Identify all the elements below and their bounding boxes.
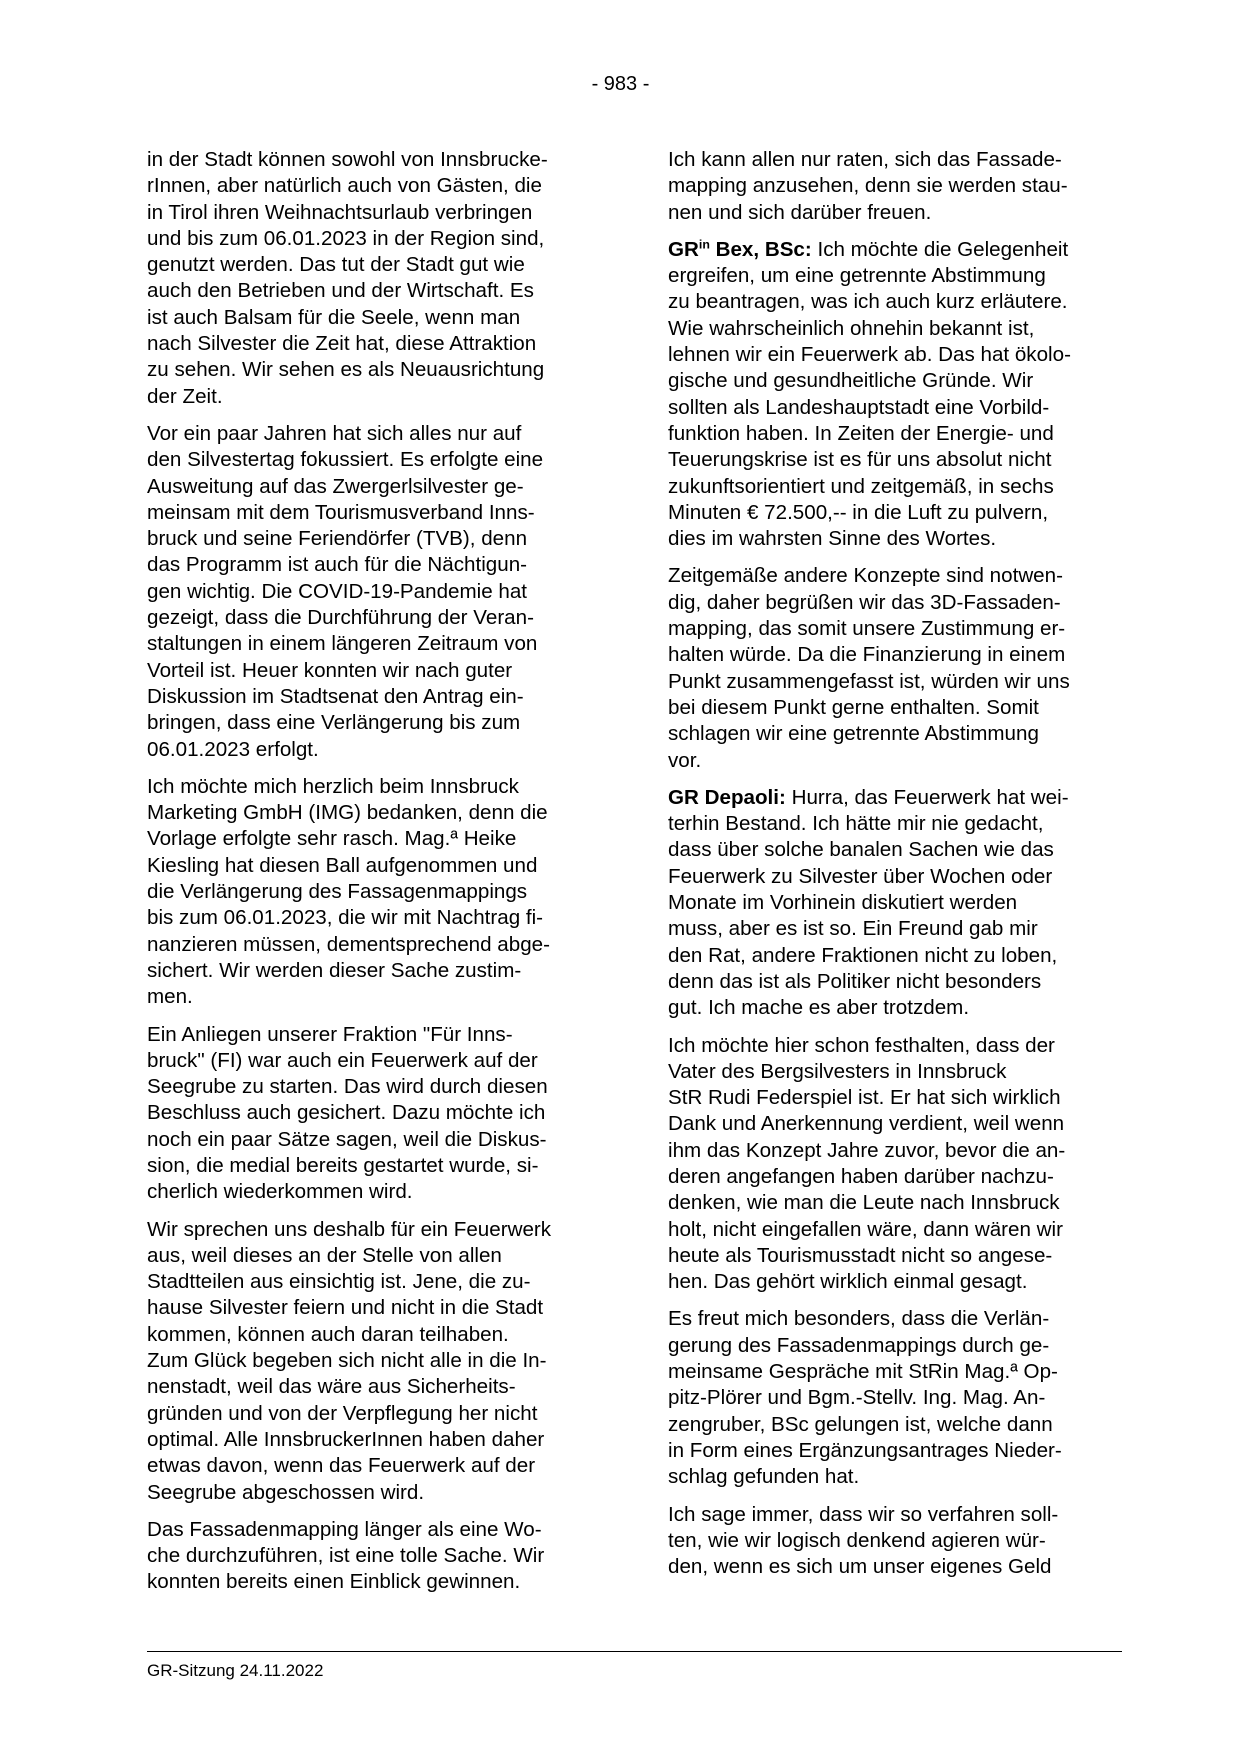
footer-divider — [147, 1651, 1122, 1652]
paragraph: Vor ein paar Jahren hat sich alles nur auf den Silvestertag fokussiert. Es erfolgte eine Ausweitung auf das Zwergerlsilvester ge- meinsam mit dem Tourismusverband Inns- bruck und seine Feriendörfer (TVB), denn das Programm ist auch für die Nächtigun- gen wichtig. Die COVID-19-Pandemie hat gezeigt, dass die Durchführung der Veran- staltungen in einem längeren Zeitraum von Vorteil ist. Heuer konnten wir nach guter Diskussion im Stadtsenat den Antrag ein- bringen, dass eine Verlängerung bis zum 06.01.2023 erfolgt. — [147, 421, 544, 761]
page-number: - 983 - — [591, 73, 650, 95]
paragraph: $GR^{in}$ Bex, BSc: Ich möchte die Gelegenheit ergreifen, um eine getrennte Abstimmung zu beantragen, was ich auch kurz erläutere. Wie wahrscheinlich ohnehin bekannt ist, lehnen wir ein Feuerwerk ab. Das hat ökolo- gische und gesundheitliche Gründe. Wir sollten als Landeshauptstadt eine Vorbild- funktion haben. In Zeiten der Energie- und Teuerungskrise ist es für uns absolut nicht zukunftsorientiert und zeitgemäß, in sechs Minuten € 72.500,-- in die Luft zu pulvern, dies im wahrsten Sinne des Wortes. — [668, 237, 1071, 551]
speaker-name: GR Depaoli: — [668, 785, 786, 809]
paragraph: Ich sage immer, dass wir so verfahren soll- ten, wie wir logisch denkend agieren wür- den, wenn es sich um unser eigenes Geld — [668, 1502, 1059, 1579]
paragraph: GR Depaoli: Hurra, das Feuerwerk hat wei- terhin Bestand. Ich hätte mir nie gedacht, dass über solche banalen Sachen wie das Feuerwerk zu Silvester über Wochen oder Monate im Vorhinein diskutiert werden muss, aber es ist so. Ein Freund gab mir den Rat, andere Fraktionen nicht zu loben, denn das ist als Politiker nicht besonders gut. Ich mache es aber trotzdem. — [668, 785, 1069, 1020]
paragraph: Das Fassadenmapping länger als eine Wo- che durchzuführen, ist eine tolle Sache. Wir konnten bereits einen Einblick gewinnen. — [147, 1517, 545, 1594]
paragraph: Ich möchte hier schon festhalten, dass der Vater des Bergsilvesters in Innsbruck StR Rudi Federspiel ist. Er hat sich wirklich Dank und Anerkennung verdient, weil wenn ihm das Konzept Jahre zuvor, bevor die an- deren angefangen haben darüber nachzu- denken, wie man die Leute nach Innsbruck holt, nicht eingefallen wäre, dann wären wir heute als Tourismusstadt nicht so angese- hen. Das gehört wirklich einmal gesagt. — [668, 1033, 1066, 1294]
left-column — [147, 147, 602, 1607]
paragraph: Ein Anliegen unserer Fraktion "Für Inns- bruck" (FI) war auch ein Feuerwerk auf der Seegrube zu starten. Das wird durch diesen Beschluss auch gesichert. Dazu möchte ich noch ein paar Sätze sagen, weil die Diskus- sion, die medial bereits gestartet wurde, si- cherlich wiederkommen wird. — [147, 1022, 548, 1204]
paragraph: Es freut mich besonders, dass die Verlän- gerung des Fassadenmappings durch ge- meinsame Gespräche mit StRin Mag.ª Op- pitz-Plörer und Bgm.-Stellv. Ing. Mag. An- zengruber, BSc gelungen ist, welche dann in Form eines Ergänzungsantrages Nieder- schlag gefunden hat. — [668, 1307, 1062, 1489]
speaker-name: $GR^{in}$ Bex, BSc: — [668, 237, 812, 261]
paragraph: Ich möchte mich herzlich beim Innsbruck Marketing GmbH (IMG) bedanken, denn die Vorlage erfolgte sehr rasch. Mag.ª Heike Kiesling hat diesen Ball aufgenommen und die Verlängerung des Fassagenmappings bis zum 06.01.2023, die wir mit Nachtrag fi- nanzieren müssen, dementsprechend abge- sichert. Wir werden dieser Sache zustim- men. — [147, 774, 550, 1009]
paragraph: Wir sprechen uns deshalb für ein Feuerwerk aus, weil dieses an der Stelle von allen Stadtteilen aus einsichtig ist. Jene, die zu- hause Silvester feiern und nicht in die Stadt kommen, können auch daran teilhaben. Zum Glück begeben sich nicht alle in die In- nenstadt, weil das wäre aus Sicherheits- gründen und von der Verpflegung her nicht optimal. Alle InnsbruckerInnen haben daher etwas davon, wenn das Feuerwerk auf der Seegrube abgeschossen wird. — [147, 1217, 552, 1504]
right-column — [668, 147, 1123, 1591]
paragraph: Ich kann allen nur raten, sich das Fassade- mapping anzusehen, denn sie werden stau- nen und sich darüber freuen. — [668, 148, 1068, 224]
paragraph: Zeitgemäße andere Konzepte sind notwen- dig, daher begrüßen wir das 3D-Fassaden- mapping, das somit unsere Zustimmung er- halten würde. Da die Finanzierung in einem Punkt zusammengefasst ist, würden wir uns bei diesem Punkt gerne enthalten. Somit schlagen wir eine getrennte Abstimmung vor. — [668, 564, 1070, 772]
footer-session-date: GR-Sitzung 24.11.2022 — [147, 1661, 324, 1680]
paragraph: in der Stadt können sowohl von Innsbrucke- rInnen, aber natürlich auch von Gästen, die in Tirol ihren Weihnachtsurlaub verbringen und bis zum 06.01.2023 in der Region sind, genutzt werden. Das tut der Stadt gut wie auch den Betrieben und der Wirtschaft. Es ist auch Balsam für die Seele, wenn man nach Silvester die Zeit hat, diese Attraktion zu sehen. Wir sehen es als Neuausrichtung der Zeit. — [147, 148, 548, 408]
